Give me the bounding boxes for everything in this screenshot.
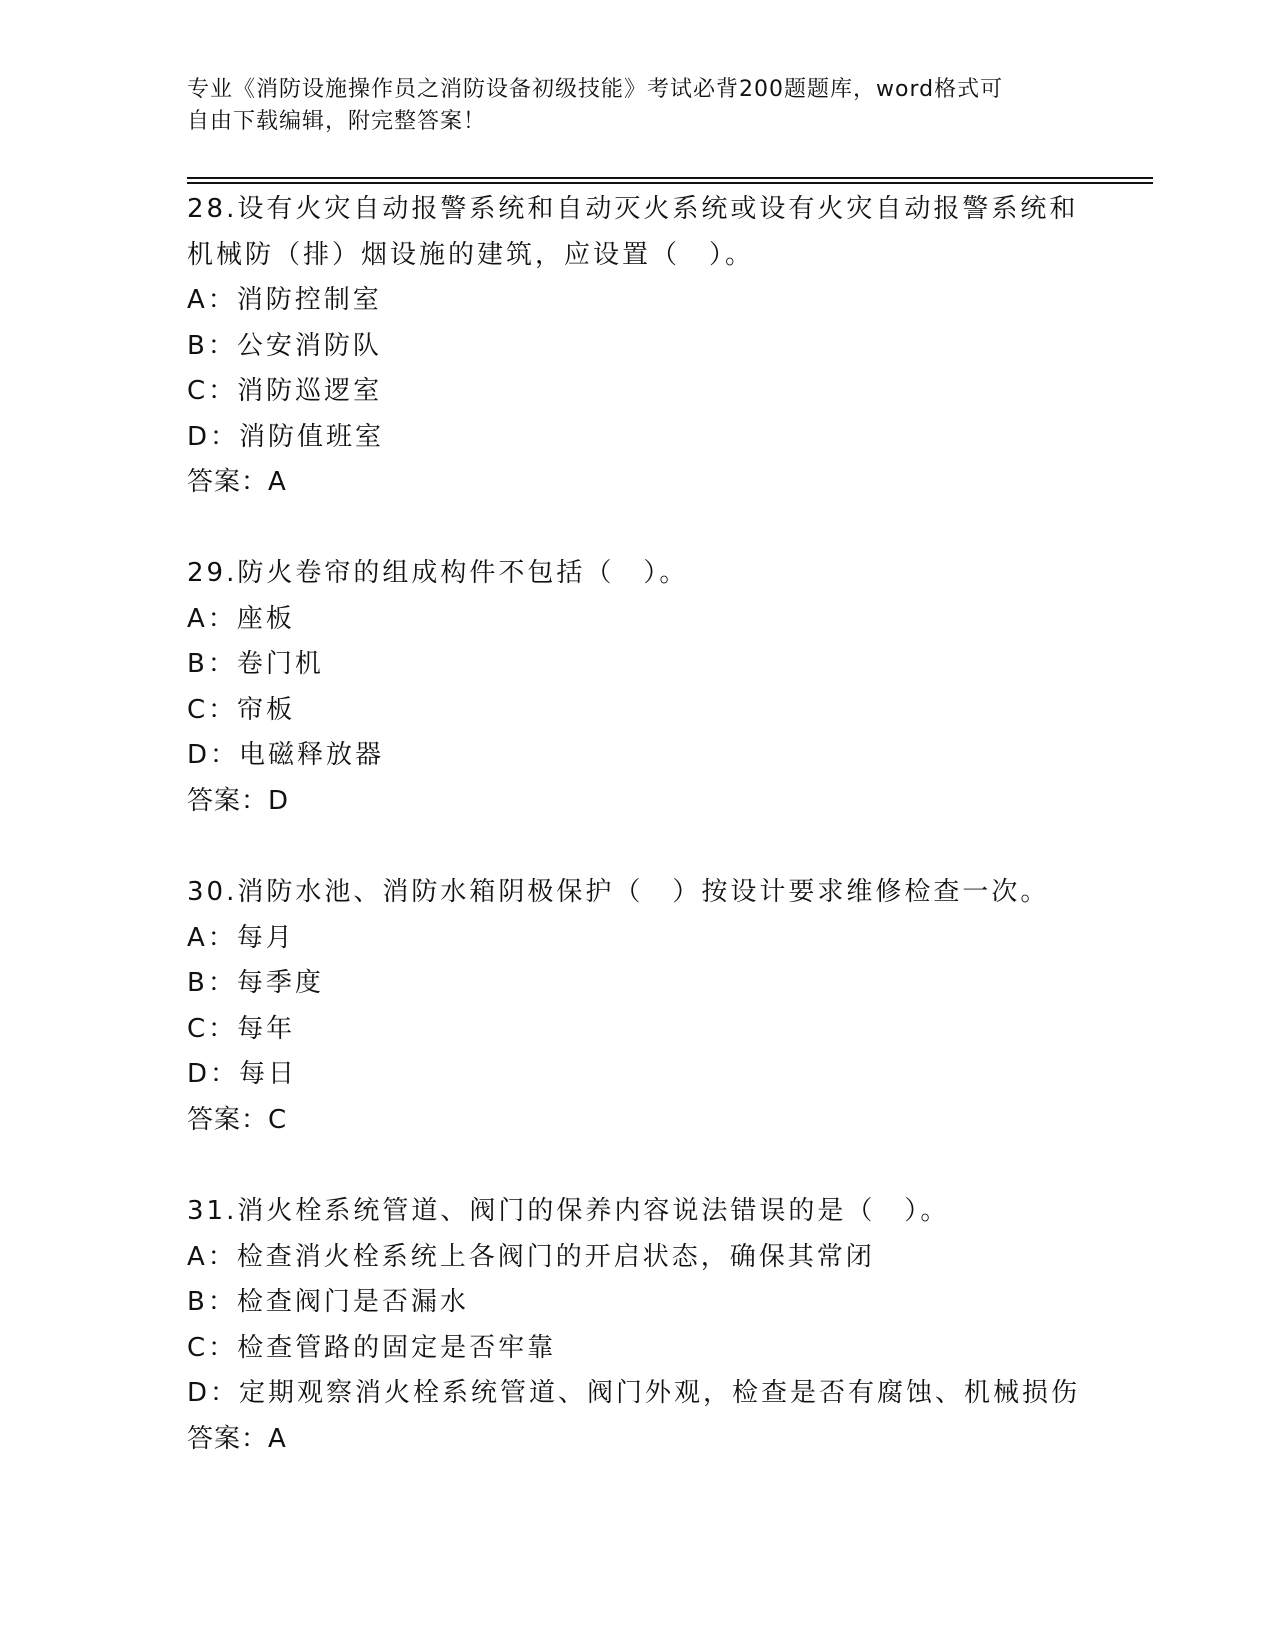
header-divider-top	[187, 177, 1153, 179]
question-stem: 29.防火卷帘的组成构件不包括（ ）。	[187, 558, 689, 588]
option-b: B：每季度	[187, 968, 324, 998]
header-divider-bottom	[187, 182, 1153, 184]
header-line-2: 自由下载编辑，附完整答案！	[187, 109, 487, 134]
option-c: C：检查管路的固定是否牢靠	[187, 1332, 557, 1363]
answer: 答案：C	[187, 1104, 288, 1135]
option-b: B：卷门机	[187, 649, 324, 679]
header-line-1: 专业《消防设施操作员之消防设备初级技能》考试必背200题题库，word格式可	[187, 77, 1004, 102]
option-b: B：公安消防队	[187, 330, 382, 361]
option-c: C：消防巡逻室	[187, 376, 383, 406]
question-31	[187, 1189, 1087, 1462]
question-stem: 28.设有火灾自动报警系统和自动灭火系统或设有火灾自动报警系统和	[187, 194, 1079, 224]
question-stem: 31.消火栓系统管道、阀门的保养内容说法错误的是（ ）。	[187, 1196, 950, 1226]
question-stem: 30.消防水池、消防水箱阴极保护（ ）按设计要求维修检查一次。	[187, 877, 1050, 907]
option-d: D：定期观察消火栓系统管道、阀门外观，检查是否有腐蚀、机械损伤	[187, 1378, 1081, 1408]
option-a: A：座板	[187, 603, 295, 634]
document-header	[187, 74, 1067, 138]
option-a: A：每月	[187, 922, 295, 953]
option-b: B：检查阀门是否漏水	[187, 1287, 469, 1317]
option-d: D：每日	[187, 1059, 298, 1089]
answer: 答案：A	[187, 1423, 287, 1454]
option-d: D：消防值班室	[187, 421, 385, 452]
question-30	[187, 870, 1087, 1143]
option-c: C：每年	[187, 1013, 296, 1044]
option-a: A：消防控制室	[187, 285, 382, 315]
question-stem-continued: 机械防（排）烟设施的建筑，应设置（ ）。	[187, 239, 755, 270]
option-c: C：帘板	[187, 694, 296, 725]
answer: 答案：D	[187, 785, 290, 816]
question-28	[187, 187, 1087, 506]
question-29	[187, 551, 1087, 824]
option-d: D：电磁释放器	[187, 740, 385, 770]
answer: 答案：A	[187, 467, 287, 497]
option-a: A：检查消火栓系统上各阀门的开启状态，确保其常闭	[187, 1241, 875, 1272]
